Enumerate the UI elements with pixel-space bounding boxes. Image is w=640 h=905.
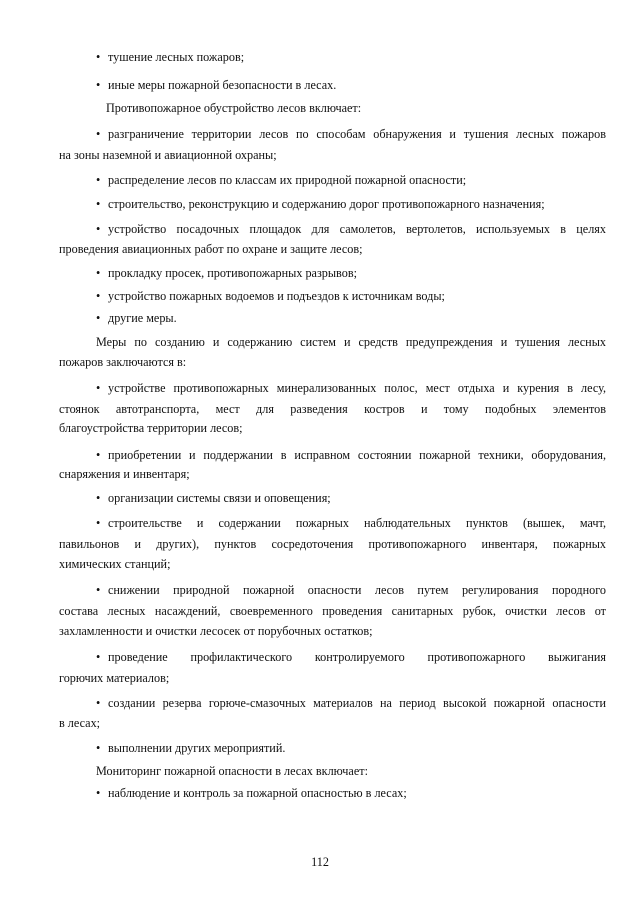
bullet-line: • строительство, реконструкцию и содержанию дорог противопожарного назначения; [96,197,545,211]
paragraph-line: химических станций; [59,557,171,571]
bullet-icon: • [96,448,101,462]
bullet-line: • проведение профилактического контролируемого противопожарного выжигания [96,650,606,664]
bullet-line: • создании резерва горюче-смазочных материалов на период высокой пожарной опасности [96,696,606,710]
bullet-line: • прокладку просек, противопожарных разрывов; [96,266,357,280]
paragraph-line: в лесах; [59,716,101,730]
bullet-line: • распределение лесов по классам их природной пожарной опасности; [96,173,467,187]
bullet-icon: • [96,50,101,64]
bullet-line: • выполнении других мероприятий. [96,741,286,755]
bullet-icon: • [96,381,101,395]
bullet-line: • другие меры. [96,311,177,325]
bullet-icon: • [96,266,101,280]
bullet-icon: • [96,583,101,597]
bullet-line: • приобретении и поддержании в исправном состоянии пожарной техники, оборудования, [96,448,606,462]
paragraph-line: благоустройства территории лесов; [59,421,243,435]
bullet-line: • устройство пожарных водоемов и подъездов к источникам воды; [96,289,445,303]
bullet-icon: • [96,516,101,530]
paragraph-line: Мониторинг пожарной опасности в лесах включает: [96,764,368,778]
bullet-line: • снижении природной пожарной опасности лесов путем регулирования породного [96,583,606,597]
bullet-icon: • [96,741,101,755]
bullet-icon: • [96,127,101,141]
bullet-icon: • [96,311,101,325]
paragraph-line: на зоны наземной и авиационной охраны; [59,148,277,162]
paragraph-line: снаряжения и инвентаря; [59,467,190,481]
paragraph-line: павильонов и других), пунктов сосредоточения противопожарного инвентаря, пожарных [59,537,606,551]
bullet-icon: • [96,491,101,505]
bullet-line: • строительстве и содержании пожарных наблюдательных пунктов (вышек, мачт, [96,516,606,530]
bullet-line: • разграничение территории лесов по способам обнаружения и тушения лесных пожаров [96,127,606,141]
bullet-icon: • [96,197,101,211]
paragraph-line: состава лесных насаждений, своевременного проведения санитарных рубок, очистки лесов от [59,604,606,618]
paragraph-line: пожаров заключаются в: [59,355,187,369]
bullet-icon: • [96,173,101,187]
bullet-line: • наблюдение и контроль за пожарной опасностью в лесах; [96,786,407,800]
bullet-line: • организации системы связи и оповещения; [96,491,331,505]
bullet-icon: • [96,786,101,800]
page-number: 112 [311,855,329,869]
bullet-icon: • [96,78,101,92]
bullet-line: • иные меры пожарной безопасности в лесах. [96,78,337,92]
paragraph-line: Противопожарное обустройство лесов включает: [106,101,362,115]
bullet-line: • тушение лесных пожаров; [96,50,245,64]
bullet-icon: • [96,222,101,236]
bullet-line: • устройстве противопожарных минерализованных полос, мест отдыха и курения в лесу, [96,381,606,395]
paragraph-line: Меры по созданию и содержанию систем и средств предупреждения и тушения лесных [96,335,606,349]
bullet-line: • устройство посадочных площадок для самолетов, вертолетов, используемых в целях [96,222,606,236]
bullet-icon: • [96,696,101,710]
paragraph-line: захламленности и очистки лесосек от порубочных остатков; [59,624,373,638]
paragraph-line: горючих материалов; [59,671,170,685]
paragraph-line: стоянок автотранспорта, мест для разведения костров и тому подобных элементов [59,402,606,416]
paragraph-line: проведения авиационных работ по охране и защите лесов; [59,242,363,256]
bullet-icon: • [96,650,101,664]
bullet-icon: • [96,289,101,303]
